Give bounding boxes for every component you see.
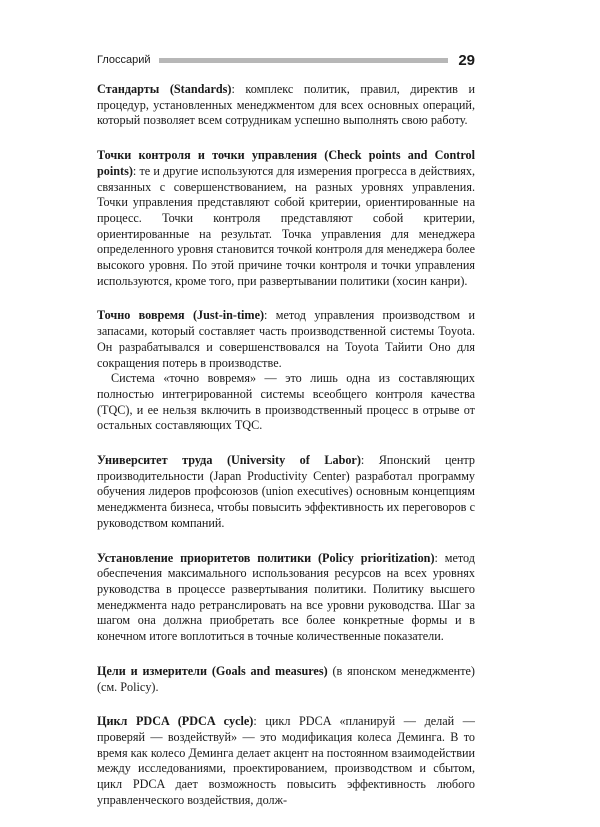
entry-term: Цели и измерители (Goals and measures) bbox=[97, 663, 328, 678]
entry-term: Университет труда (University of Labor) bbox=[97, 453, 361, 468]
entry-definition: : метод управления производством и запасами, который составляет часть производственной системы Toyota. Он разрабатывался и совершенствовался на Toyota Тайити Оно для сокращения потерь в производстве. bbox=[97, 308, 475, 370]
entry-paragraph bbox=[97, 82, 475, 129]
glossary-entry-policy-prioritization bbox=[97, 551, 475, 645]
entry-definition: : Японский центр производительности (Japan Productivity Center) разработал программу обучения лидеров профсоюзов (union executives) основным концепциям менеджмента бизнеса, чтобы повысить эффективность их переговоров с руководством компаний. bbox=[97, 453, 475, 530]
entry-definition: : цикл PDCA «планируй — делай — проверяй — воздействуй» — это модификация колеса Деминга. В то время как колесо Деминга делает акцент на постоянном взаимодействии между исследованиями, проектированием, производством и сбытом, цикл PDCA дает возможность повысить эффективность любого управленческого воздействия, долж- bbox=[97, 714, 475, 807]
header-rule bbox=[159, 58, 449, 63]
entry-term: Установление приоритетов политики (Policy prioritization) bbox=[97, 550, 435, 565]
entry-paragraph bbox=[97, 308, 475, 371]
entry-term: Стандарты (Standards) bbox=[97, 82, 232, 96]
glossary-entry-just-in-time bbox=[97, 308, 475, 434]
entry-paragraph-continued: Система «точно вовремя» — это лишь одна из составляющих полностью интегрированной системы всеобщего контроля качества (TQC), и ее нельзя включить в производственный процесс в отрыве от остальных составляющих TQC. bbox=[97, 371, 475, 433]
entry-paragraph bbox=[97, 551, 475, 645]
entry-definition: : те и другие используются для измерения прогресса в действиях, связанных с совершенствованием, на разных уровнях управления. Точки управления представляют собой критерии, ориентированные на процесс. Точки контроля представляют собой критерии, ориентированные на результат. Точка управления для менеджера определенного уровня становится точкой контроля для менеджера более высокого уровня. По этой причине точки контроля и точки управления используются, кроме того, при развертывании политики (хосин канри). bbox=[97, 163, 475, 288]
entry-paragraph bbox=[97, 664, 475, 695]
entry-term: Цикл PDCA (PDCA cycle) bbox=[97, 714, 254, 729]
glossary-entry-university-of-labor bbox=[97, 453, 475, 532]
running-header bbox=[97, 50, 475, 70]
entry-definition: : метод обеспечения максимального использования ресурсов на всех уровнях руководства в процессе развертывания политики. Политику высшего менеджмента надо ретранслировать на все уровни руководства. Шаг за шагом она должна приобретать все более конкретные формы и в конечном итоге воплотиться в точные количественные показатели. bbox=[97, 550, 475, 644]
glossary-entry-goals-and-measures bbox=[97, 664, 475, 695]
glossary-content bbox=[97, 82, 475, 827]
page-number: 29 bbox=[458, 51, 475, 69]
entry-paragraph bbox=[97, 148, 475, 289]
entry-definition: (в японском менеджменте) (см. Policy). bbox=[97, 663, 475, 694]
entry-paragraph bbox=[97, 714, 475, 808]
glossary-entry-check-points bbox=[97, 148, 475, 289]
entry-paragraph bbox=[97, 453, 475, 532]
entry-definition: : комплекс политик, правил, директив и процедур, установленных менеджментом для всех основных операций, который позволяет всем сотрудникам успешно выполнять свою работу. bbox=[97, 82, 475, 128]
glossary-entry-standards bbox=[97, 82, 475, 129]
entry-term: Точки контроля и точки управления (Check points and Control points) bbox=[97, 148, 475, 178]
glossary-entry-pdca-cycle bbox=[97, 714, 475, 808]
entry-term: Точно вовремя (Just-in-time) bbox=[97, 308, 265, 323]
section-title: Глоссарий bbox=[97, 54, 151, 66]
